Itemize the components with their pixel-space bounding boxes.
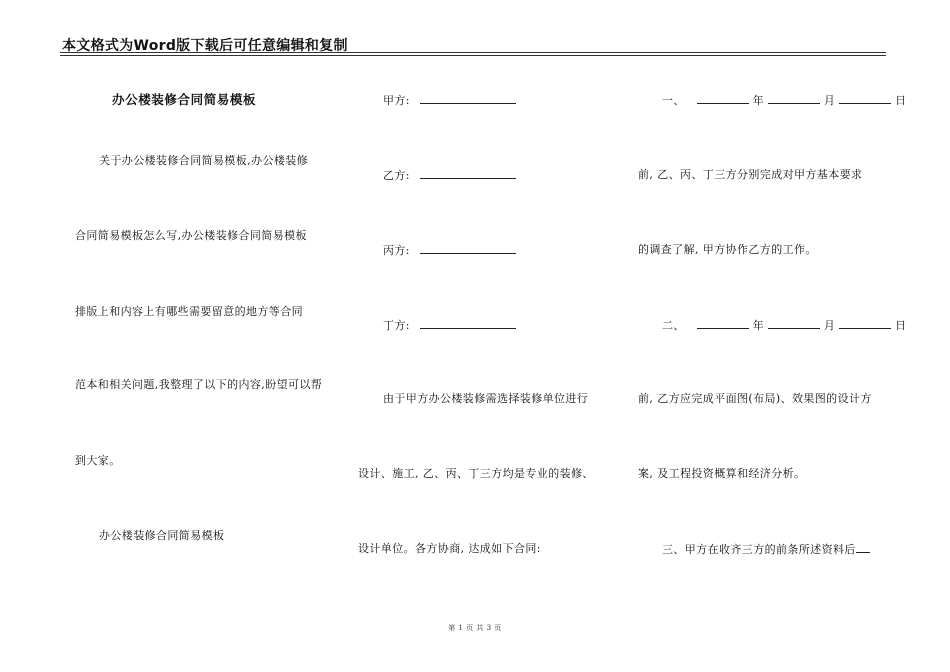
item3-text: 三、甲方在收齐三方的前条所述资料后 <box>662 543 856 556</box>
item1-prefix: 一、 <box>662 94 685 107</box>
party-b-blank <box>420 168 516 179</box>
item1-line-1: 前, 乙、丙、丁三方分别完成对甲方基本要求 <box>638 168 863 181</box>
item1-day-blank <box>839 93 891 104</box>
item2-month-label: 月 <box>823 319 836 332</box>
party-b-label: 乙方: <box>383 169 410 182</box>
body-line-1: 由于甲方办公楼装修需选择装修单位进行 <box>383 392 589 405</box>
item1-year-blank <box>697 93 749 104</box>
item2-prefix: 二、 <box>662 319 685 332</box>
intro-line-5: 到大家。 <box>75 454 121 467</box>
item2-line-2: 案, 及工程投资概算和经济分析。 <box>638 467 806 480</box>
item2-date-line <box>662 318 906 333</box>
item2-day-blank <box>839 318 891 329</box>
page-footer: 第 1 页 共 3 页 <box>448 624 502 632</box>
intro-line-1: 关于办公楼装修合同简易模板,办公楼装修 <box>99 154 309 167</box>
body-line-3: 设计单位。各方协商, 达成如下合同: <box>358 542 541 555</box>
item1-month-label: 月 <box>823 94 836 107</box>
item2-line-1: 前, 乙方应完成平面图(布局)、效果图的设计方 <box>638 392 872 405</box>
item2-year-label: 年 <box>752 319 765 332</box>
party-d-blank <box>420 318 516 329</box>
intro-line-4: 范本和相关问题,我整理了以下的内容,盼望可以帮 <box>75 378 323 391</box>
item1-month-blank <box>768 93 820 104</box>
header-rule-top <box>60 52 886 53</box>
party-b-line <box>383 168 516 183</box>
item1-day-label: 日 <box>895 94 907 107</box>
item2-day-label: 日 <box>895 319 907 332</box>
item2-month-blank <box>768 318 820 329</box>
item3-line <box>662 542 870 557</box>
subtitle: 办公楼装修合同简易模板 <box>99 529 225 542</box>
party-d-line <box>383 318 516 333</box>
page-header-title: 本文格式为Word版下载后可任意编辑和复制 <box>62 38 348 54</box>
item1-year-label: 年 <box>752 94 765 107</box>
item3-blank <box>856 542 870 553</box>
party-c-label: 丙方: <box>383 244 410 257</box>
document-title: 办公楼装修合同简易模板 <box>112 92 257 107</box>
party-c-line <box>383 243 516 258</box>
party-d-label: 丁方: <box>383 319 410 332</box>
party-c-blank <box>420 243 516 254</box>
party-a-blank <box>420 93 516 104</box>
item1-line-2: 的调查了解, 甲方协作乙方的工作。 <box>638 243 817 256</box>
header-rule-bottom <box>60 55 886 56</box>
item2-year-blank <box>697 318 749 329</box>
intro-line-3: 排版上和内容上有哪些需要留意的地方等合同 <box>75 305 303 318</box>
body-line-2: 设计、施工, 乙、丙、丁三方均是专业的装修、 <box>358 467 594 480</box>
item1-date-line <box>662 93 906 108</box>
party-a-line <box>383 93 516 108</box>
party-a-label: 甲方: <box>383 94 410 107</box>
intro-line-2: 合同简易模板怎么写,办公楼装修合同简易模板 <box>75 229 307 242</box>
